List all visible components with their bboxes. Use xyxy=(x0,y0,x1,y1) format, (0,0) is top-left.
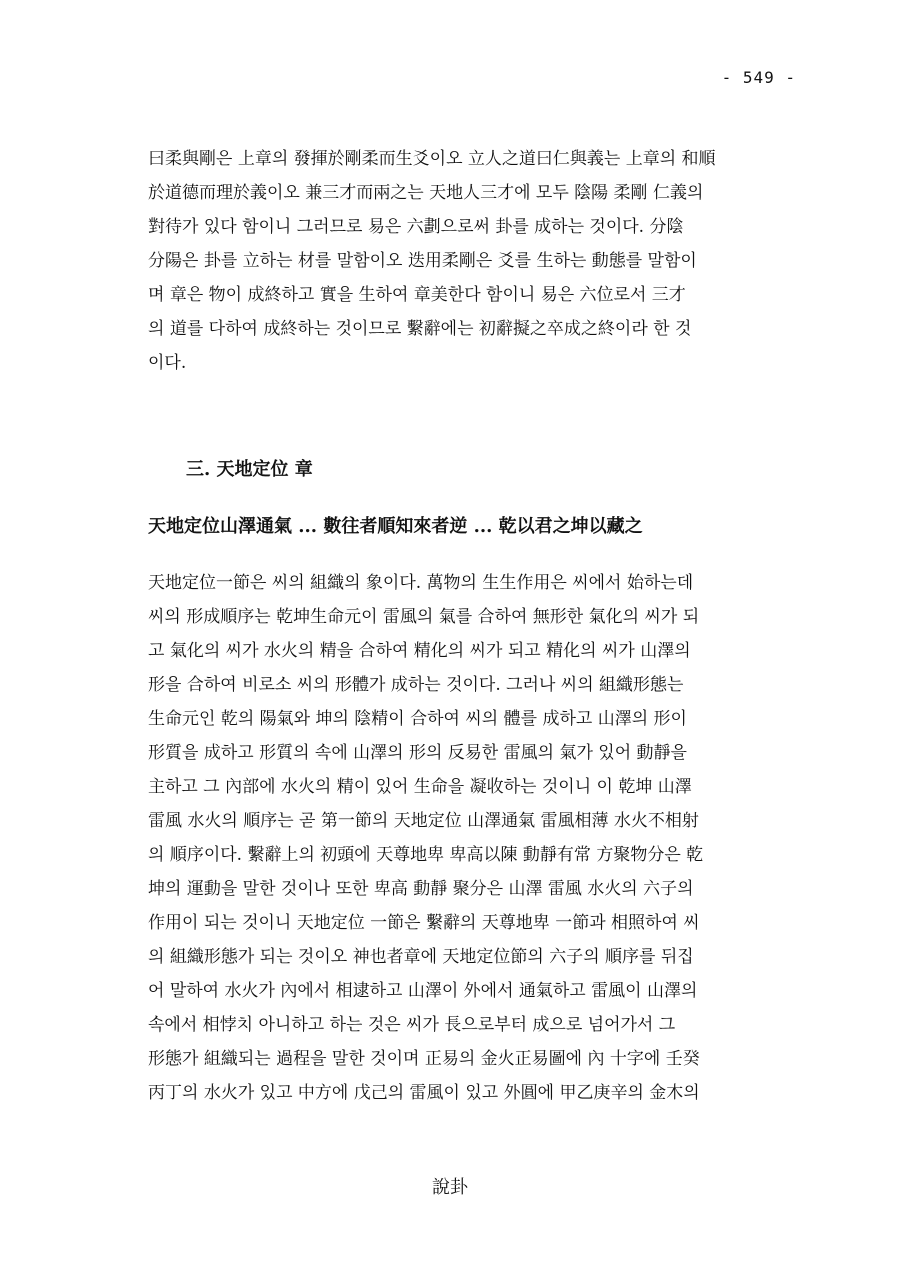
text-line: 어 말하여 水火가 內에서 相逮하고 山澤이 外에서 通氣하고 雷風이 山澤의 xyxy=(148,981,698,1001)
text-line: 分陽은 卦를 立하는 材를 말함이오 迭用柔剛은 爻를 生하는 動態를 말함이 xyxy=(148,251,697,271)
text-line: 고 氣化의 씨가 水火의 精을 合하여 精化의 씨가 되고 精化의 씨가 山澤의 xyxy=(148,641,691,661)
text-line: 며 章은 物이 成終하고 實을 生하여 章美한다 함이니 易은 六位로서 三才 xyxy=(148,285,686,305)
text-line: 의 道를 다하여 成終하는 것이므로 繫辭에는 初辭擬之卒成之終이라 한 것 xyxy=(148,319,692,339)
text-line: 曰柔與剛은 上章의 發揮於剛柔而生爻이오 立人之道曰仁與義는 上章의 和順 xyxy=(148,149,716,169)
text-line: 坤의 運動을 말한 것이나 또한 卑高 動靜 聚分은 山澤 雷風 水火의 六子의 xyxy=(148,879,694,899)
text-line: 이다. xyxy=(148,353,187,373)
page-number: - 549 - xyxy=(721,68,796,87)
text-line: 形質을 成하고 形質의 속에 山澤의 形의 反易한 雷風의 氣가 있어 動靜을 xyxy=(148,743,687,763)
sub-heading: 天地定位山澤通氣 ... 數往者順知來者逆 ... 乾以君之坤以藏之 xyxy=(148,516,643,537)
body-paragraph xyxy=(148,142,804,380)
text-line: 於道德而理於義이오 兼三才而兩之는 天地人三才에 모두 陰陽 柔剛 仁義의 xyxy=(148,183,704,203)
text-line: 속에서 相悖치 아니하고 하는 것은 씨가 長으로부터 成으로 넘어가서 그 xyxy=(148,1015,676,1035)
text-line: 天地定位一節은 씨의 組織의 象이다. 萬物의 生生作用은 씨에서 始하는데 xyxy=(148,573,694,593)
text-line: 對待가 있다 함이니 그러므로 易은 六劃으로써 卦를 成하는 것이다. 分陰 xyxy=(148,217,684,237)
body-paragraph xyxy=(148,566,804,1110)
footer-title: 說卦 xyxy=(432,1177,468,1198)
section-heading: 三. 天地定位 章 xyxy=(186,459,313,480)
text-line: 雷風 水火의 順序는 곧 第一節의 天地定位 山澤通氣 雷風相薄 水火不相射 xyxy=(148,811,699,831)
text-line: 의 順序이다. 繫辭上의 初頭에 天尊地卑 卑高以陳 動靜有常 方聚物分은 乾 xyxy=(148,845,704,865)
text-line: 씨의 形成順序는 乾坤生命元이 雷風의 氣를 合하여 無形한 氣化의 씨가 되 xyxy=(148,607,700,627)
text-line: 의 組織形態가 되는 것이오 神也者章에 天地定位節의 六子의 順序를 뒤집 xyxy=(148,947,694,967)
text-line: 形을 合하여 비로소 씨의 形體가 成하는 것이다. 그러나 씨의 組織形態는 xyxy=(148,675,684,695)
text-line: 丙丁의 水火가 있고 中方에 戊己의 雷風이 있고 外圓에 甲乙庚辛의 金木의 xyxy=(148,1083,700,1103)
text-line: 生命元인 乾의 陽氣와 坤의 陰精이 合하여 씨의 體를 成하고 山澤의 形이 xyxy=(148,709,687,729)
text-line: 主하고 그 內部에 水火의 精이 있어 生命을 凝收하는 것이니 이 乾坤 山澤 xyxy=(148,777,692,797)
text-line: 形態가 組織되는 過程을 말한 것이며 正易의 金火正易圖에 內 十字에 壬癸 xyxy=(148,1049,700,1069)
text-line: 作用이 되는 것이니 天地定位 一節은 繫辭의 天尊地卑 一節과 相照하여 씨 xyxy=(148,913,700,933)
